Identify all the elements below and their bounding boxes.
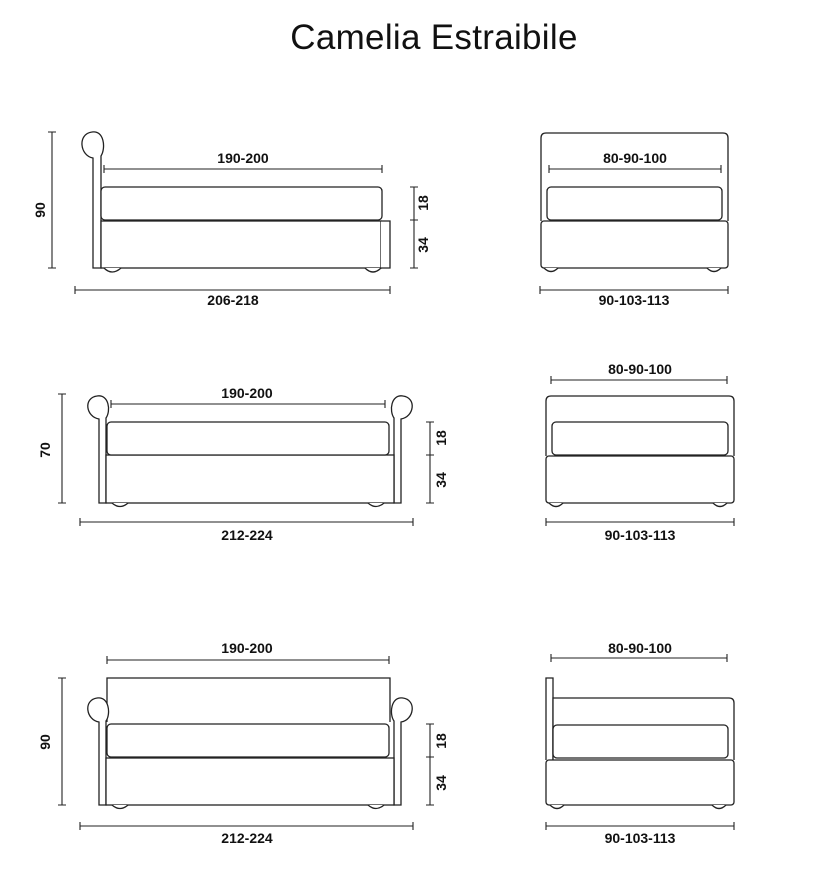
foot-panel-1: [381, 221, 390, 268]
mattress-1: [101, 187, 382, 220]
bed-side-view-3: [58, 656, 434, 830]
mattress-front-3: [553, 725, 728, 758]
bed-base-2: [106, 455, 394, 503]
caster-wheel: [368, 503, 384, 507]
dim-width: 80-90-100: [608, 361, 672, 377]
dim-height: 90: [32, 202, 48, 218]
mattress-front-1: [547, 187, 722, 220]
dim-base: 34: [433, 775, 449, 791]
bed-side-view-2: [58, 394, 434, 526]
dim-overall-width: 90-103-113: [604, 527, 676, 543]
caster-wheel: [368, 805, 384, 809]
caster-wheel: [713, 503, 727, 507]
dim-base: 34: [415, 237, 431, 253]
dim-overall-width: 90-103-113: [598, 292, 670, 308]
caster-wheel: [549, 503, 563, 507]
bed-base-front-3: [546, 760, 734, 805]
dim-height: 70: [37, 442, 53, 458]
side-post-3: [546, 678, 553, 760]
bed-base-front-2: [546, 456, 734, 503]
dim-height: 90: [37, 734, 53, 750]
backrest-3: [107, 678, 390, 722]
dim-overall-length: 212-224: [221, 830, 273, 846]
bed-front-view-3: [546, 654, 734, 830]
dim-width: 80-90-100: [603, 150, 667, 166]
caster-wheel: [707, 268, 721, 272]
dim-mattress: 18: [415, 195, 431, 211]
dim-mattress: 18: [433, 430, 449, 446]
dim-width: 80-90-100: [608, 640, 672, 656]
dim-base: 34: [433, 472, 449, 488]
bed-front-view-2: [546, 376, 734, 526]
caster-wheel: [104, 268, 121, 272]
caster-wheel: [112, 805, 128, 809]
caster-wheel: [544, 268, 558, 272]
dim-length: 190-200: [221, 640, 273, 656]
dim-overall-width: 90-103-113: [604, 830, 676, 846]
page-title: Camelia Estraibile: [290, 18, 578, 57]
caster-wheel: [712, 805, 726, 809]
mattress-3: [107, 724, 389, 757]
bed-base-front-1: [541, 221, 728, 268]
caster-wheel: [365, 268, 381, 272]
caster-wheel: [112, 503, 128, 507]
mattress-front-2: [552, 422, 728, 455]
headboard-scroll-1: [82, 132, 104, 268]
caster-wheel: [550, 805, 564, 809]
dim-overall-length: 206-218: [207, 292, 259, 308]
dim-length: 190-200: [221, 385, 273, 401]
dim-mattress: 18: [433, 733, 449, 749]
bed-base-3: [106, 758, 394, 805]
bed-base-1: [101, 221, 381, 268]
mattress-2: [107, 422, 389, 455]
dim-overall-length: 212-224: [221, 527, 273, 543]
dim-length: 190-200: [217, 150, 269, 166]
